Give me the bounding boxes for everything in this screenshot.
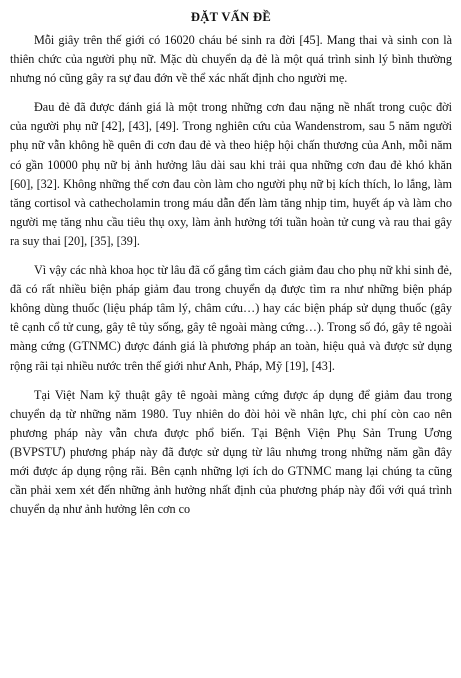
- paragraph-2: Đau đẻ đã được đánh giá là một trong những cơn đau nặng nề nhất trong cuộc đời của người phụ nữ [42], [43], [49]. Trong nghiên cứu của Wandenstrom, sau 5 năm người phụ nữ vẫn không hề quên đi cơn đau đẻ và theo hiệp hội chấn thương của Anh, mỗi năm có gần 10000 phụ nữ bị ảnh hưởng lâu dài sau khi trải qua những cơn đau đẻ khó khăn [60], [32]. Không những thế cơn đau còn làm cho người phụ nữ bị kích thích, lo lắng, làm tăng cortisol và cathecholamin trong máu dẫn đến làm tăng nhịp tim, huyết áp và làm cho người mẹ tăng nhu cầu tiêu thụ oxy, làm ảnh hưởng tới tuần hoàn tử cung và rau thai gây ra suy thai [20], [35], [39].: [10, 100, 452, 248]
- paragraph-1: Mỗi giây trên thế giới có 16020 cháu bé sinh ra đời [45]. Mang thai và sinh con là thiên chức của người phụ nữ. Mặc dù chuyển dạ đẻ là một quá trình sinh lý bình thường nhưng nó cũng gây ra sự đau đớn về thể xác nhất định cho người mẹ.: [10, 33, 452, 86]
- document-title: ĐẶT VẤN ĐỀ: [190, 10, 272, 24]
- paragraph-3: Vì vậy các nhà khoa học từ lâu đã cố gắng tìm cách giảm đau cho phụ nữ khi sinh đẻ, đã có rất nhiều biện pháp giảm đau trong chuyển dạ được tìm ra như những biện pháp không dùng thuốc (liệu pháp tâm lý, châm cứu…) hay các biện pháp sử dụng thuốc (gây tê cạnh cổ tử cung, gây tê tủy sống, gây tê ngoài màng cứng…). Trong số đó, gây tê ngoài màng cứng (GTNMC) được đánh giá là phương pháp an toàn, hiệu quả và được sử dụng rộng rãi tại nhiều nước trên thế giới như Anh, Pháp, Mỹ [19], [43].: [10, 263, 452, 373]
- paragraph-4: Tại Việt Nam kỹ thuật gây tê ngoài màng cứng được áp dụng để giảm đau trong chuyển dạ từ những năm 1980. Tuy nhiên do đòi hỏi về nhân lực, chi phí còn cao nên phương pháp này vẫn chưa được phổ biến. Tại Bệnh Viện Phụ Sản Trung Ương (BVPSTƯ) phương pháp này đã được sử dụng từ lâu nhưng trong những năm gần đây mới được áp dụng rộng rãi. Bên cạnh những lợi ích do GTNMC mang lại chúng ta cũng cần phải xem xét đến những ảnh hưởng nhất định của phương pháp này đối với quá trình chuyển dạ như ảnh hưởng lên cơn co: [10, 387, 452, 517]
